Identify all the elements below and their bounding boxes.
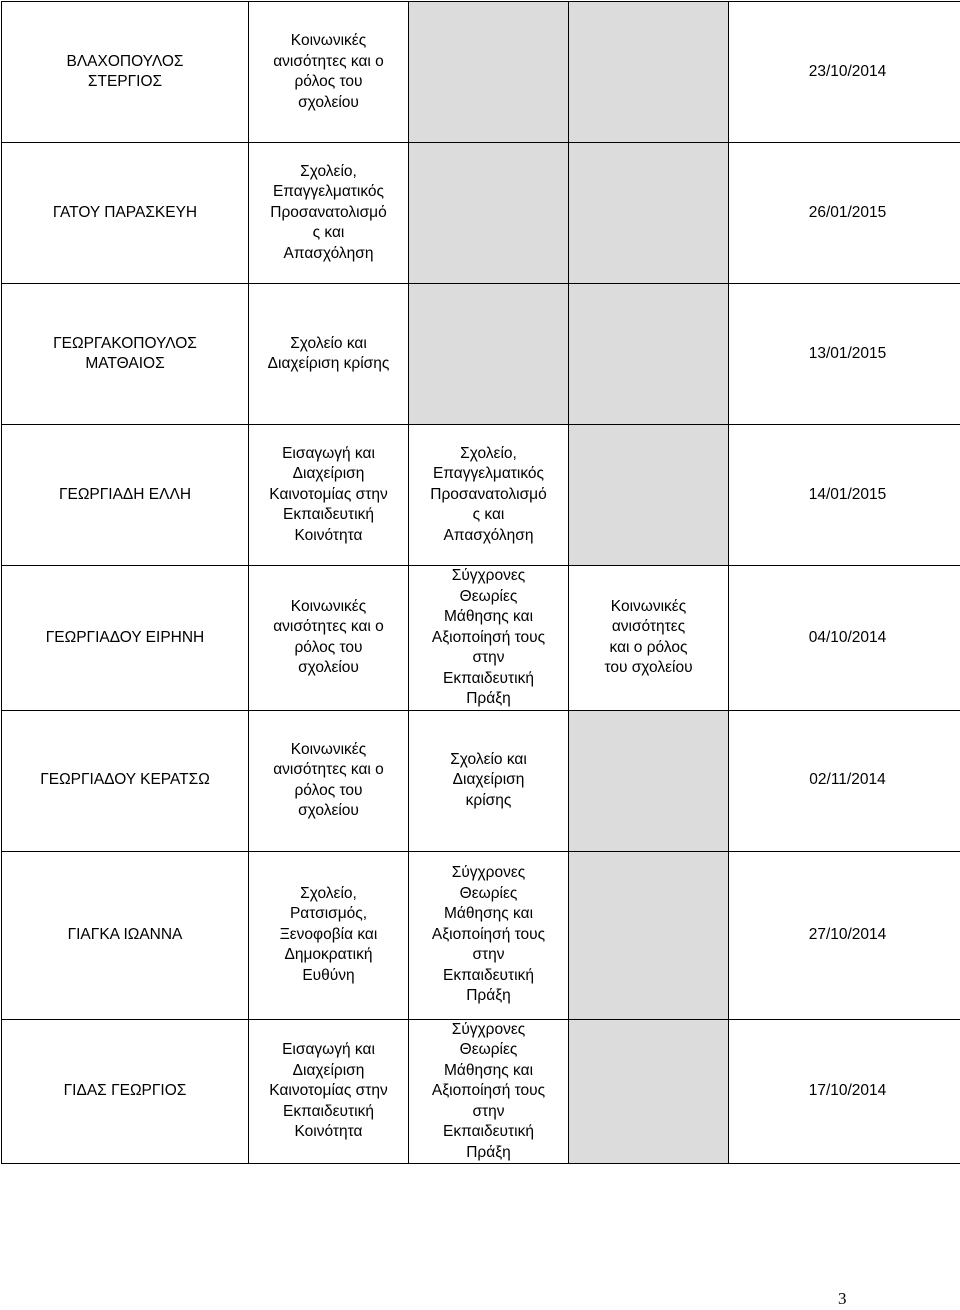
seminar-line: Σχολείο και — [290, 334, 367, 352]
seminar-line: ς και — [312, 224, 345, 242]
seminar-line: ς και — [472, 506, 505, 524]
seminar-line: και ο ρόλος — [609, 638, 688, 656]
seminar-line: ανισότητες και ο — [273, 618, 384, 636]
seminar-line: Καινοτομίας στην — [269, 1082, 388, 1099]
empty-seminar-cell — [569, 851, 729, 1019]
seminar-line: Απασχόληση — [443, 526, 534, 544]
seminar-line: Επαγγελματικός — [272, 183, 385, 201]
empty-seminar-cell — [409, 284, 569, 425]
table-row — [2, 284, 960, 425]
seminar-line: στην — [472, 1102, 505, 1120]
seminar-line: Ξενοφοβία και — [279, 925, 378, 943]
seminar-cell — [569, 566, 729, 711]
seminar-line: Θεωρίες — [459, 884, 518, 902]
table-row — [2, 143, 960, 284]
seminar-line: Κοινωνικές — [290, 597, 367, 615]
date-cell — [729, 710, 960, 851]
date-text: 26/01/2015 — [808, 203, 887, 221]
seminar-line: στην — [472, 649, 505, 666]
name-line: ΓΕΩΡΓΙΑΔΟΥ ΕΙΡΗΝΗ — [45, 628, 205, 646]
seminar-line: Πράξη — [466, 690, 511, 707]
seminar-cell — [409, 566, 569, 711]
seminar-line: ρόλος του — [294, 638, 363, 656]
seminar-line: Κοινότητα — [294, 526, 363, 544]
date-text: 04/10/2014 — [808, 628, 887, 646]
empty-seminar-cell — [569, 710, 729, 851]
seminar-table — [1, 1, 960, 1164]
name-line: ΜΑΤΘΑΙΟΣ — [85, 355, 165, 372]
seminar-line: Πράξη — [466, 987, 511, 1005]
name-line: ΓΙΑΓΚΑ ΙΩΑΝΝΑ — [67, 925, 183, 943]
seminar-line: Μάθησης και — [443, 1061, 534, 1079]
table-row — [2, 2, 960, 143]
seminar-cell — [409, 851, 569, 1019]
name-cell — [2, 284, 249, 425]
date-cell — [729, 284, 960, 425]
seminar-line: Ευθύνη — [302, 966, 355, 984]
table-row — [2, 710, 960, 851]
name-cell — [2, 425, 249, 566]
seminar-cell — [409, 1019, 569, 1164]
empty-seminar-cell — [409, 2, 569, 143]
seminar-cell — [249, 284, 409, 425]
seminar-line: Εκπαιδευτική — [443, 1123, 534, 1140]
seminar-line: κρίσης — [465, 791, 512, 809]
empty-seminar-cell — [409, 143, 569, 284]
name-cell — [2, 143, 249, 284]
seminar-cell — [409, 425, 569, 566]
name-cell — [2, 566, 249, 711]
seminar-line: ρόλος του — [294, 73, 363, 90]
seminar-line: Καινοτομίας στην — [269, 485, 388, 503]
empty-seminar-cell — [569, 284, 729, 425]
seminar-line: Θεωρίες — [459, 1041, 518, 1058]
empty-seminar-cell — [569, 1019, 729, 1164]
date-text: 14/01/2015 — [808, 485, 887, 503]
seminar-line: Αξιοποίησή τους — [431, 1082, 546, 1099]
seminar-line: Αξιοποίησή τους — [431, 628, 546, 646]
seminar-line: στην — [472, 946, 505, 964]
seminar-line: ανισότητες — [611, 618, 686, 636]
seminar-line: Αξιοποίησή τους — [431, 925, 546, 943]
name-cell — [2, 851, 249, 1019]
seminar-line: Εκπαιδευτική — [283, 506, 374, 524]
table-row — [2, 566, 960, 711]
date-text: 13/01/2015 — [808, 344, 887, 362]
date-text: 23/10/2014 — [808, 62, 887, 80]
date-text: 17/10/2014 — [808, 1082, 887, 1099]
date-cell — [729, 2, 960, 143]
seminar-line: Κοινωνικές — [290, 740, 367, 758]
seminar-line: Διαχείριση — [452, 771, 525, 789]
seminar-line: Δημοκρατική — [284, 946, 373, 964]
name-line: ΒΛΑΧΟΠΟΥΛΟΣ — [66, 52, 184, 70]
seminar-line: Εισαγωγή και — [282, 444, 375, 462]
seminar-line: σχολείου — [298, 93, 359, 111]
seminar-line: Μάθησης και — [443, 905, 534, 923]
name-line: ΓΑΤΟΥ ΠΑΡΑΣΚΕΥΗ — [52, 203, 198, 221]
seminar-line: Σχολείο, — [300, 162, 357, 180]
seminar-cell — [249, 2, 409, 143]
seminar-line: Κοινωνικές — [290, 32, 367, 49]
empty-seminar-cell — [569, 425, 729, 566]
seminar-line: Εκπαιδευτική — [283, 1102, 374, 1120]
seminar-line: Σύγχρονες — [451, 864, 526, 882]
seminar-line: Σχολείο και — [450, 750, 527, 768]
name-cell — [2, 2, 249, 143]
seminar-line: Σχολείο, — [460, 444, 517, 462]
seminar-line: Σύγχρονες — [451, 1020, 526, 1038]
date-text: 02/11/2014 — [809, 771, 886, 789]
page-number: 3 — [838, 1289, 847, 1308]
seminar-line: σχολείου — [298, 659, 359, 677]
seminar-line: Διαχείριση — [292, 465, 365, 483]
seminar-line: Προσανατολισμό — [270, 203, 387, 221]
date-cell — [729, 143, 960, 284]
table-row — [2, 1019, 960, 1164]
seminar-line: Πράξη — [466, 1143, 511, 1161]
seminar-line: Κοινωνικές — [610, 597, 687, 615]
seminar-line: Διαχείριση κρίσης — [267, 355, 390, 372]
date-text: 27/10/2014 — [808, 925, 887, 943]
seminar-line: Εισαγωγή και — [282, 1041, 375, 1058]
seminar-cell — [249, 425, 409, 566]
seminar-line: του σχολείου — [604, 659, 693, 677]
table-row — [2, 851, 960, 1019]
seminar-line: Επαγγελματικός — [432, 465, 545, 483]
empty-seminar-cell — [569, 2, 729, 143]
seminar-line: Ρατσισμός, — [289, 905, 368, 923]
seminar-line: Εκπαιδευτική — [443, 669, 534, 687]
date-cell — [729, 1019, 960, 1164]
seminar-line: σχολείου — [298, 802, 359, 819]
name-line: ΓΕΩΡΓΙΑΔΟΥ ΚΕΡΑΤΣΩ — [40, 771, 210, 789]
seminar-cell — [249, 1019, 409, 1164]
seminar-cell — [249, 851, 409, 1019]
seminar-line: Θεωρίες — [459, 587, 518, 605]
name-cell — [2, 1019, 249, 1164]
date-cell — [729, 425, 960, 566]
table-row — [2, 425, 960, 566]
empty-seminar-cell — [569, 143, 729, 284]
seminar-cell — [249, 710, 409, 851]
seminar-line: ανισότητες και ο — [273, 52, 384, 70]
name-cell — [2, 710, 249, 851]
seminar-cell — [249, 143, 409, 284]
name-line: ΓΕΩΡΓΙΑΔΗ ΕΛΛΗ — [58, 485, 192, 503]
seminar-cell — [249, 566, 409, 711]
seminar-line: Εκπαιδευτική — [443, 966, 534, 984]
date-cell — [729, 566, 960, 711]
date-cell — [729, 851, 960, 1019]
name-line: ΣΤΕΡΓΙΟΣ — [87, 73, 163, 90]
table-body — [2, 2, 960, 1164]
name-line: ΓΙΔΑΣ ΓΕΩΡΓΙΟΣ — [63, 1082, 187, 1099]
seminar-line: Απασχόληση — [283, 244, 374, 262]
seminar-line: Σχολείο, — [300, 884, 357, 902]
seminar-line: Κοινότητα — [294, 1123, 363, 1140]
seminar-line: Διαχείριση — [292, 1061, 365, 1079]
seminar-line: ανισότητες και ο — [273, 761, 384, 778]
seminar-line: ρόλος του — [294, 781, 363, 799]
name-line: ΓΕΩΡΓΑΚΟΠΟΥΛΟΣ — [53, 334, 197, 352]
seminar-cell — [409, 710, 569, 851]
seminar-line: Μάθησης και — [443, 608, 534, 625]
seminar-line: Σύγχρονες — [451, 567, 526, 584]
seminar-line: Προσανατολισμό — [430, 485, 547, 503]
